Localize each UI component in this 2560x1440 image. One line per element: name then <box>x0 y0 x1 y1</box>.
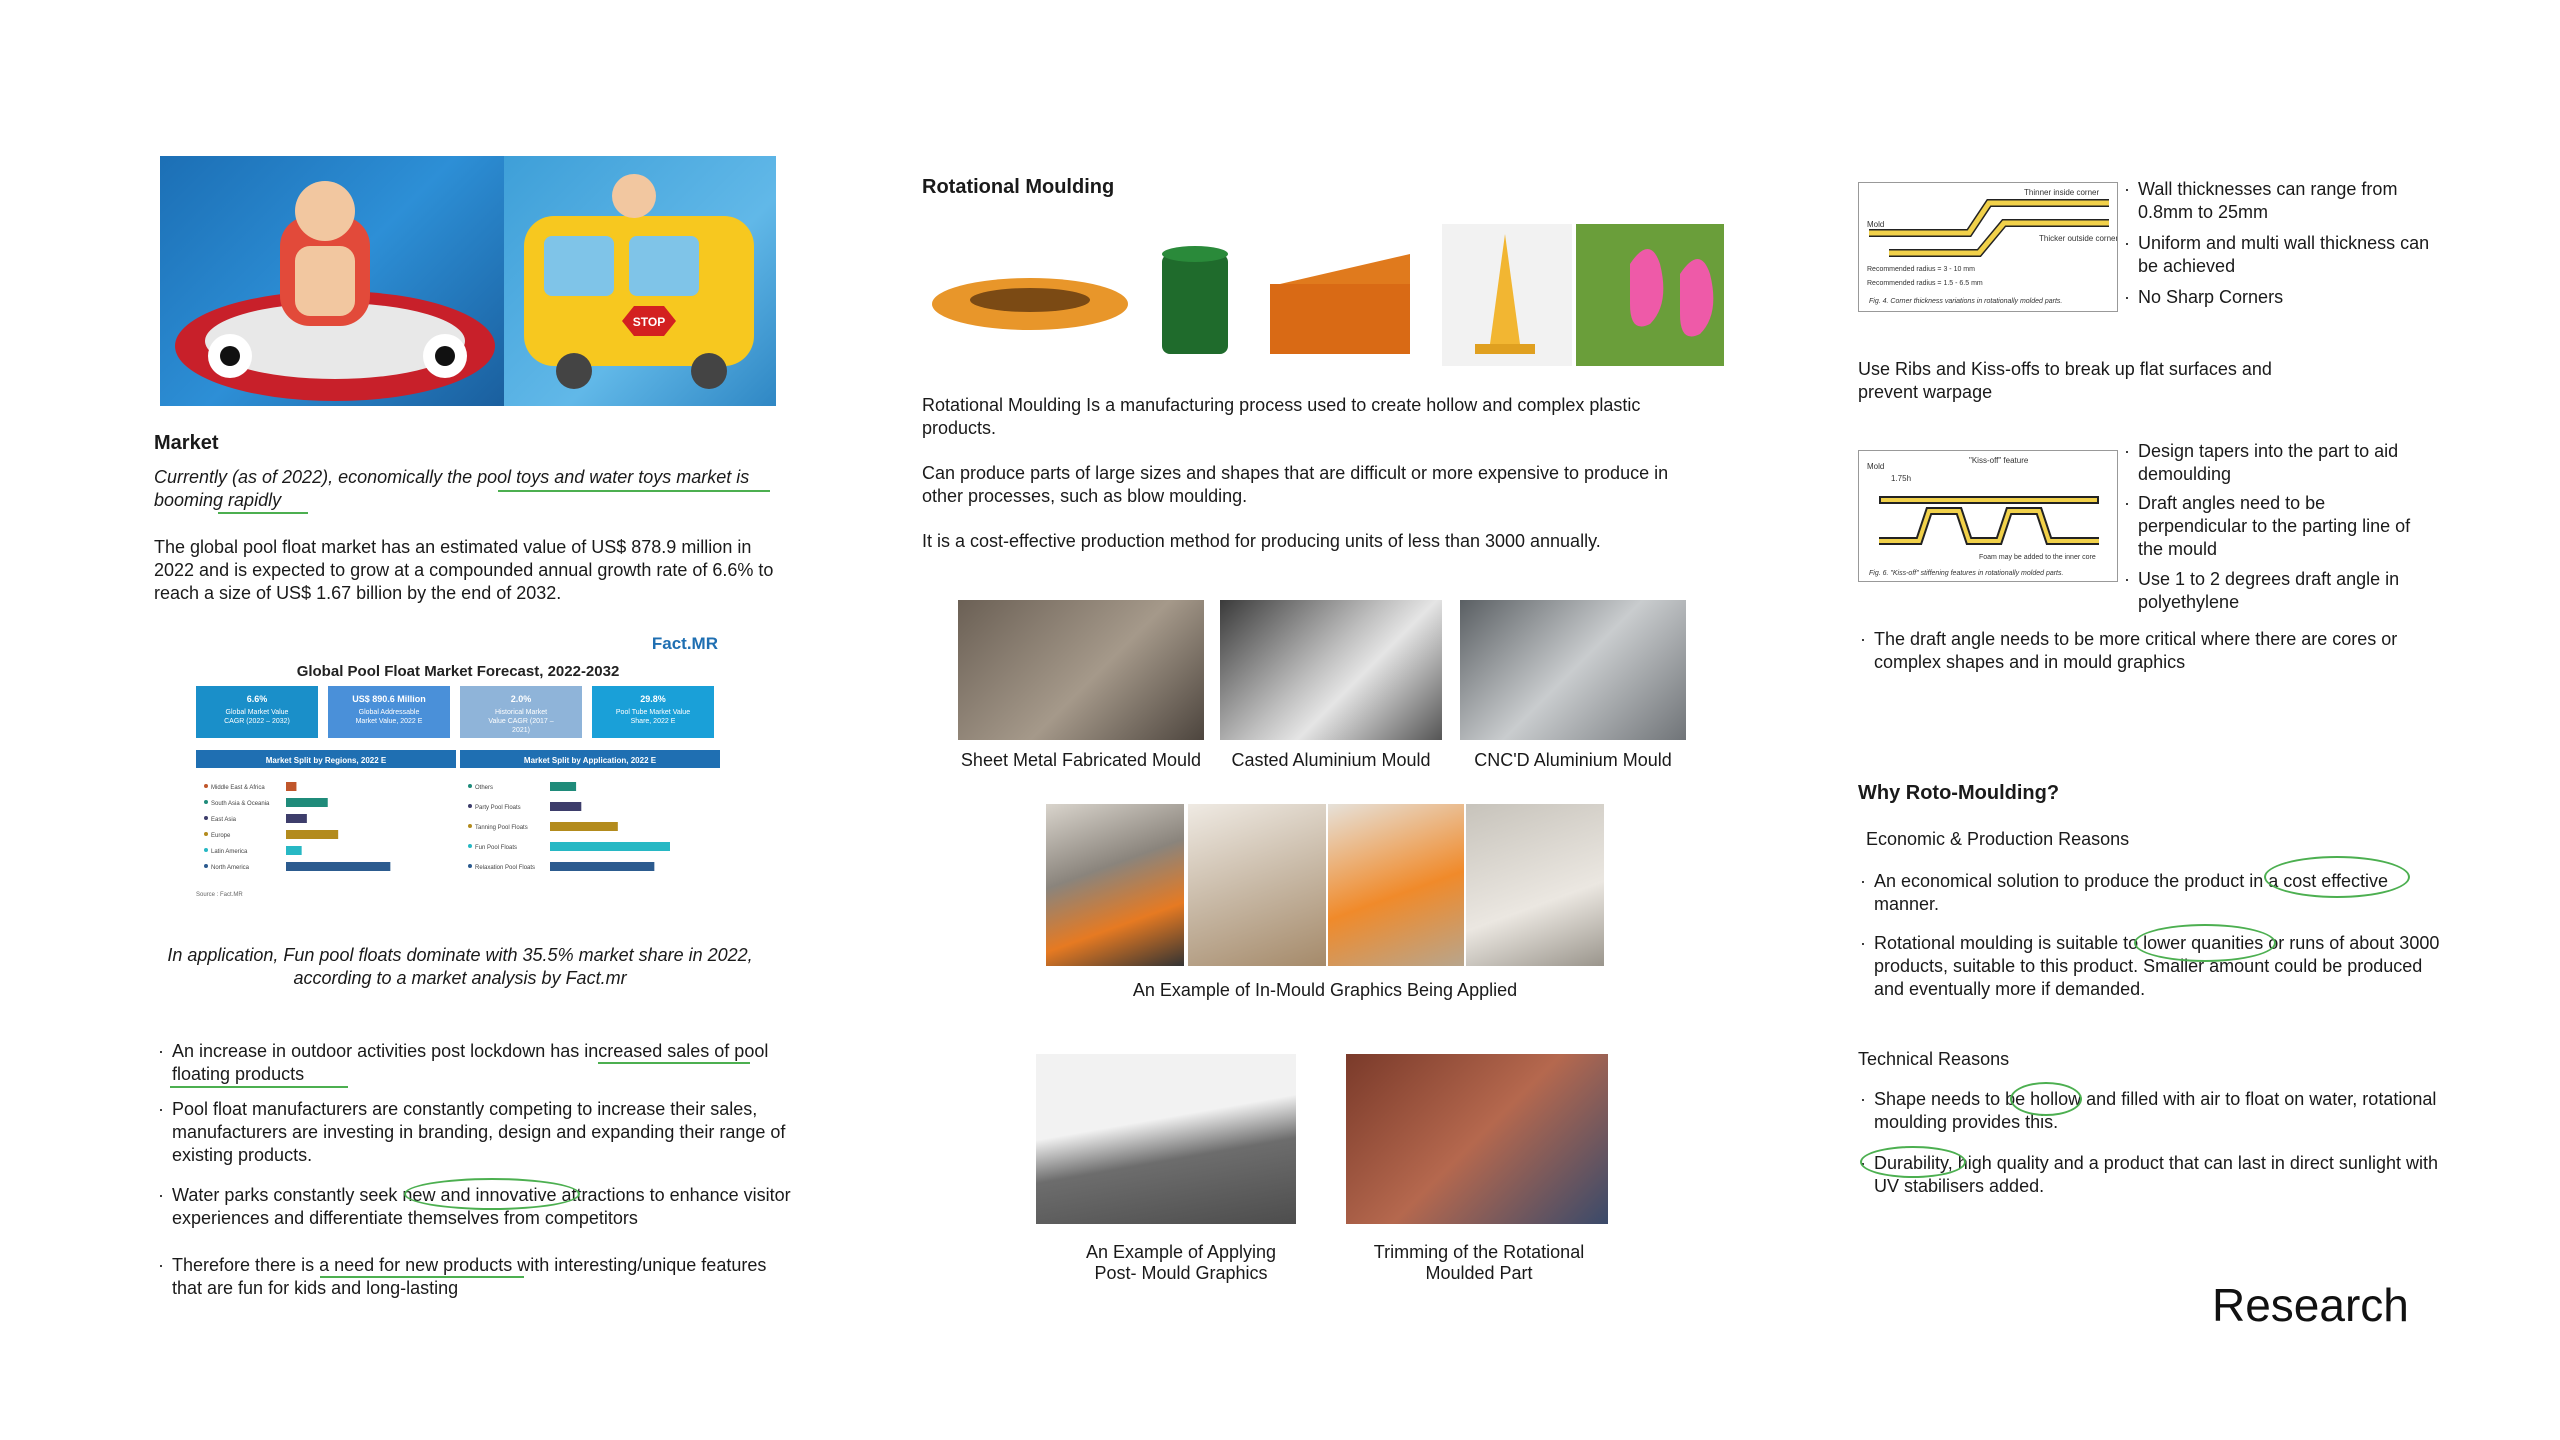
diagram1-label-4: Recommended radius = 3 - 10 mm <box>1867 266 1975 273</box>
diagram1-label-5: Recommended radius = 1.5 - 6.5 mm <box>1867 280 1983 287</box>
chart-category-label: Latin America <box>211 849 248 855</box>
chart-category-label: Middle East & Africa <box>211 785 265 791</box>
mould-photo-sheet-metal <box>958 600 1204 740</box>
chart-caption: In application, Fun pool floats dominate with 35.5% market share in 2022, according to a market analysis by Fact.mr <box>167 945 753 988</box>
chart-legend-dot <box>468 804 472 808</box>
inmould-photo-1 <box>1046 804 1184 966</box>
chart-kpi-label: Pool Tube Market Value <box>615 709 691 716</box>
highlight-underline <box>170 1086 348 1088</box>
chart-bar <box>286 830 338 839</box>
corner-thickness-diagram <box>1858 182 2118 312</box>
chart-kpi-label: Market Value, 2022 E <box>355 718 423 725</box>
highlight-circle <box>2010 1082 2082 1116</box>
rotational-para-3: It is a cost-effective production method for producing units of less than 3000 annually. <box>922 531 1601 551</box>
inmould-photo-2 <box>1188 804 1326 966</box>
wall-bullet-2: · Uniform and multi wall thickness can be achieved <box>2124 232 2438 278</box>
market-lead: Currently (as of 2022), economically the pool toys and water toys market is booming rapidly <box>154 467 750 510</box>
mould-photo-cnc <box>1460 600 1686 740</box>
highlight-circle <box>1860 1146 1966 1178</box>
chart-canvas <box>188 628 728 906</box>
market-bullet-1: · An increase in outdoor activities post lockdown has increased sales of pool floating products <box>158 1040 792 1086</box>
rotational-para-1: Rotational Moulding Is a manufacturing process used to create hollow and complex plastic products. <box>922 395 1641 438</box>
chart-bar <box>286 782 296 791</box>
why-heading: Why Roto-Moulding? <box>1858 782 2060 804</box>
tech-bullet-2: · Durability, high quality and a product that can last in direct sunlight with UV stabilisers added. <box>1860 1152 2444 1198</box>
econ-heading: Economic & Production Reasons <box>1866 829 2130 849</box>
chart-kpi-label: Global Market Value <box>225 709 289 716</box>
draft-note: · The draft angle needs to be more critical where there are cores or complex shapes and in mould graphics <box>1860 628 2444 674</box>
highlight-underline <box>218 512 308 514</box>
diagram1-label-3: Mold <box>1867 220 1885 229</box>
chart-bar <box>286 862 390 871</box>
diagram2-label-3: 1.75h <box>1891 474 1912 483</box>
draft-bullet-2: · Draft angles need to be perpendicular to the parting line of the mould <box>2124 492 2438 561</box>
chart-panel-title: Market Split by Regions, 2022 E <box>265 756 387 765</box>
chart-legend-dot <box>204 832 208 836</box>
chart-category-label: East Asia <box>211 817 237 823</box>
trimming-photo <box>1346 1054 1608 1224</box>
chart-category-label: Relaxation Pool Floats <box>475 865 536 871</box>
corner-title: Research <box>2212 1279 2409 1331</box>
boat-float-illustration <box>160 156 504 406</box>
chart-category-label: Fun Pool Floats <box>475 845 518 851</box>
chart-legend-dot <box>204 800 208 804</box>
chart-bar <box>550 782 576 791</box>
wall-bullet-1: · Wall thicknesses can range from 0.8mm to 25mm <box>2124 178 2438 224</box>
market-paragraph: The global pool float market has an estimated value of US$ 878.9 million in 2022 and is expected to grow at a compounded annual growth rate of 6.6% to reach a size of US$ 1.67 billion by the end of 2032. <box>154 537 774 603</box>
chart-kpi-label: CAGR (2022 – 2032) <box>224 718 290 725</box>
chart-panel-title: Market Split by Application, 2022 E <box>523 756 657 765</box>
inmould-photo-4 <box>1466 804 1604 966</box>
chart-bar <box>286 798 328 807</box>
highlight-circle <box>2134 924 2276 962</box>
chart-kpi-label: Global Addressable <box>358 709 420 716</box>
market-bullet-2: · Pool float manufacturers are constantly competing to increase their sales, manufacturers are investing in branding, design and expanding their range of existing products. <box>158 1098 812 1167</box>
postmould-photo <box>1036 1054 1296 1224</box>
chart-kpi-label: Value CAGR (2017 – <box>488 718 554 725</box>
market-forecast-chart <box>188 628 728 906</box>
postmould-caption: An Example of Applying Post- Mould Graphics <box>1085 1242 1277 1283</box>
diagram1-label-1: Thinner inside corner <box>2024 188 2100 197</box>
highlight-underline <box>598 1062 750 1064</box>
chart-legend-dot <box>204 864 208 868</box>
pool-float-photo-bus <box>504 156 776 406</box>
chart-kpi-label: Share, 2022 E <box>630 718 676 725</box>
chart-category-label: Party Pool Floats <box>475 805 521 811</box>
mould-caption-cnc: CNC'D Aluminium Mould <box>1474 750 1672 770</box>
tech-bullet-1: · Shape needs to be hollow and filled with air to float on water, rotational moulding provides this. <box>1860 1088 2444 1134</box>
econ-bullet-2: · Rotational moulding is suitable to lower quanities or runs of about 3000 products, suitable to this product. Smaller amount could be produced and eventually more if demanded. <box>1860 932 2444 1001</box>
market-bullet-3: · Water parks constantly seek new and innovative attractions to enhance visitor experiences and differentiate themselves from competitors <box>158 1184 792 1230</box>
tech-heading: Technical Reasons <box>1858 1049 2010 1069</box>
chart-title: Global Pool Float Market Forecast, 2022-2032 <box>296 663 620 680</box>
chart-legend-dot <box>468 784 472 788</box>
chart-bar <box>286 814 307 823</box>
rotational-para-2: Can produce parts of large sizes and shapes that are difficult or more expensive to produce in other processes, such as blow moulding. <box>922 463 1669 506</box>
chart-bar <box>550 862 654 871</box>
chart-category-label: North America <box>211 865 250 871</box>
chart-kpi-label: 2021) <box>512 727 530 734</box>
chart-kpi-value: 6.6% <box>246 694 268 704</box>
chart-brand: Fact.MR <box>651 634 718 653</box>
product-illustrations <box>930 224 1724 366</box>
chart-kpi-label: Historical Market <box>494 709 548 716</box>
highlight-underline <box>498 490 770 492</box>
svg-text:STOP: STOP <box>632 315 666 329</box>
diagram2-label-2: Mold <box>1867 462 1885 471</box>
chart-bar <box>550 842 670 851</box>
diagram2-label-4: Foam may be added to the inner core <box>1979 554 2096 561</box>
chart-bar <box>286 846 302 855</box>
highlight-circle <box>404 1178 580 1210</box>
chart-category-label: Others <box>475 785 494 791</box>
chart-category-label: Europe <box>211 833 231 839</box>
draft-bullet-1: · Design tapers into the part to aid demoulding <box>2124 440 2438 486</box>
corner-diagram-svg <box>1859 183 2117 311</box>
draft-bullet-3: · Use 1 to 2 degrees draft angle in polyethylene <box>2124 568 2438 614</box>
chart-legend-dot <box>468 844 472 848</box>
highlight-circle <box>2264 856 2410 898</box>
mould-photo-casted <box>1220 600 1442 740</box>
diagram2-label-1: "Kiss-off" feature <box>1969 456 2029 465</box>
chart-legend-dot <box>204 784 208 788</box>
diagram1-label-2: Thicker outside corner <box>2039 234 2117 243</box>
chart-legend-dot <box>204 816 208 820</box>
market-heading: Market <box>154 432 219 454</box>
kiss-off-diagram-svg <box>1859 451 2117 581</box>
diagram1-caption: Fig. 4. Corner thickness variations in rotationally molded parts. <box>1869 298 2063 305</box>
chart-legend-dot <box>468 864 472 868</box>
pool-float-photo-boat <box>160 156 504 406</box>
rotational-heading: Rotational Moulding <box>922 176 1115 198</box>
bus-float-illustration <box>504 156 776 406</box>
econ-bullet-1: · An economical solution to produce the product in a cost effective manner. <box>1860 870 2444 916</box>
chart-category-label: Tanning Pool Floats <box>475 825 528 831</box>
highlight-underline <box>320 1276 524 1278</box>
product-photo-strip <box>930 224 1724 366</box>
kiss-off-diagram <box>1858 450 2118 582</box>
market-bullet-4: · Therefore there is a need for new products with interesting/unique features that are fun for kids and long-lasting <box>158 1254 792 1300</box>
mould-caption-sheet-metal: Sheet Metal Fabricated Mould <box>960 750 1202 770</box>
chart-bar <box>550 802 581 811</box>
chart-category-label: South Asia & Oceania <box>211 801 270 807</box>
wall-bullet-3: · No Sharp Corners <box>2124 286 2438 309</box>
chart-bar <box>550 822 618 831</box>
chart-source: Source : Fact.MR <box>196 892 243 898</box>
chart-legend-dot <box>204 848 208 852</box>
diagram2-caption: Fig. 6. "Kiss-off" stiffening features in rotationally molded parts. <box>1869 570 2064 577</box>
chart-kpi-value: 29.8% <box>640 694 666 704</box>
ribs-text: Use Ribs and Kiss-offs to break up flat surfaces and prevent warpage <box>1858 359 2272 402</box>
chart-legend-dot <box>468 824 472 828</box>
inmould-caption: An Example of In-Mould Graphics Being Applied <box>1132 980 1518 1000</box>
chart-kpi-value: US$ 890.6 Million <box>352 694 426 704</box>
trimming-caption: Trimming of the Rotational Moulded Part <box>1373 1242 1585 1283</box>
inmould-photo-3 <box>1328 804 1464 966</box>
chart-kpi-value: 2.0% <box>510 694 532 704</box>
mould-caption-casted: Casted Aluminium Mould <box>1231 750 1431 770</box>
